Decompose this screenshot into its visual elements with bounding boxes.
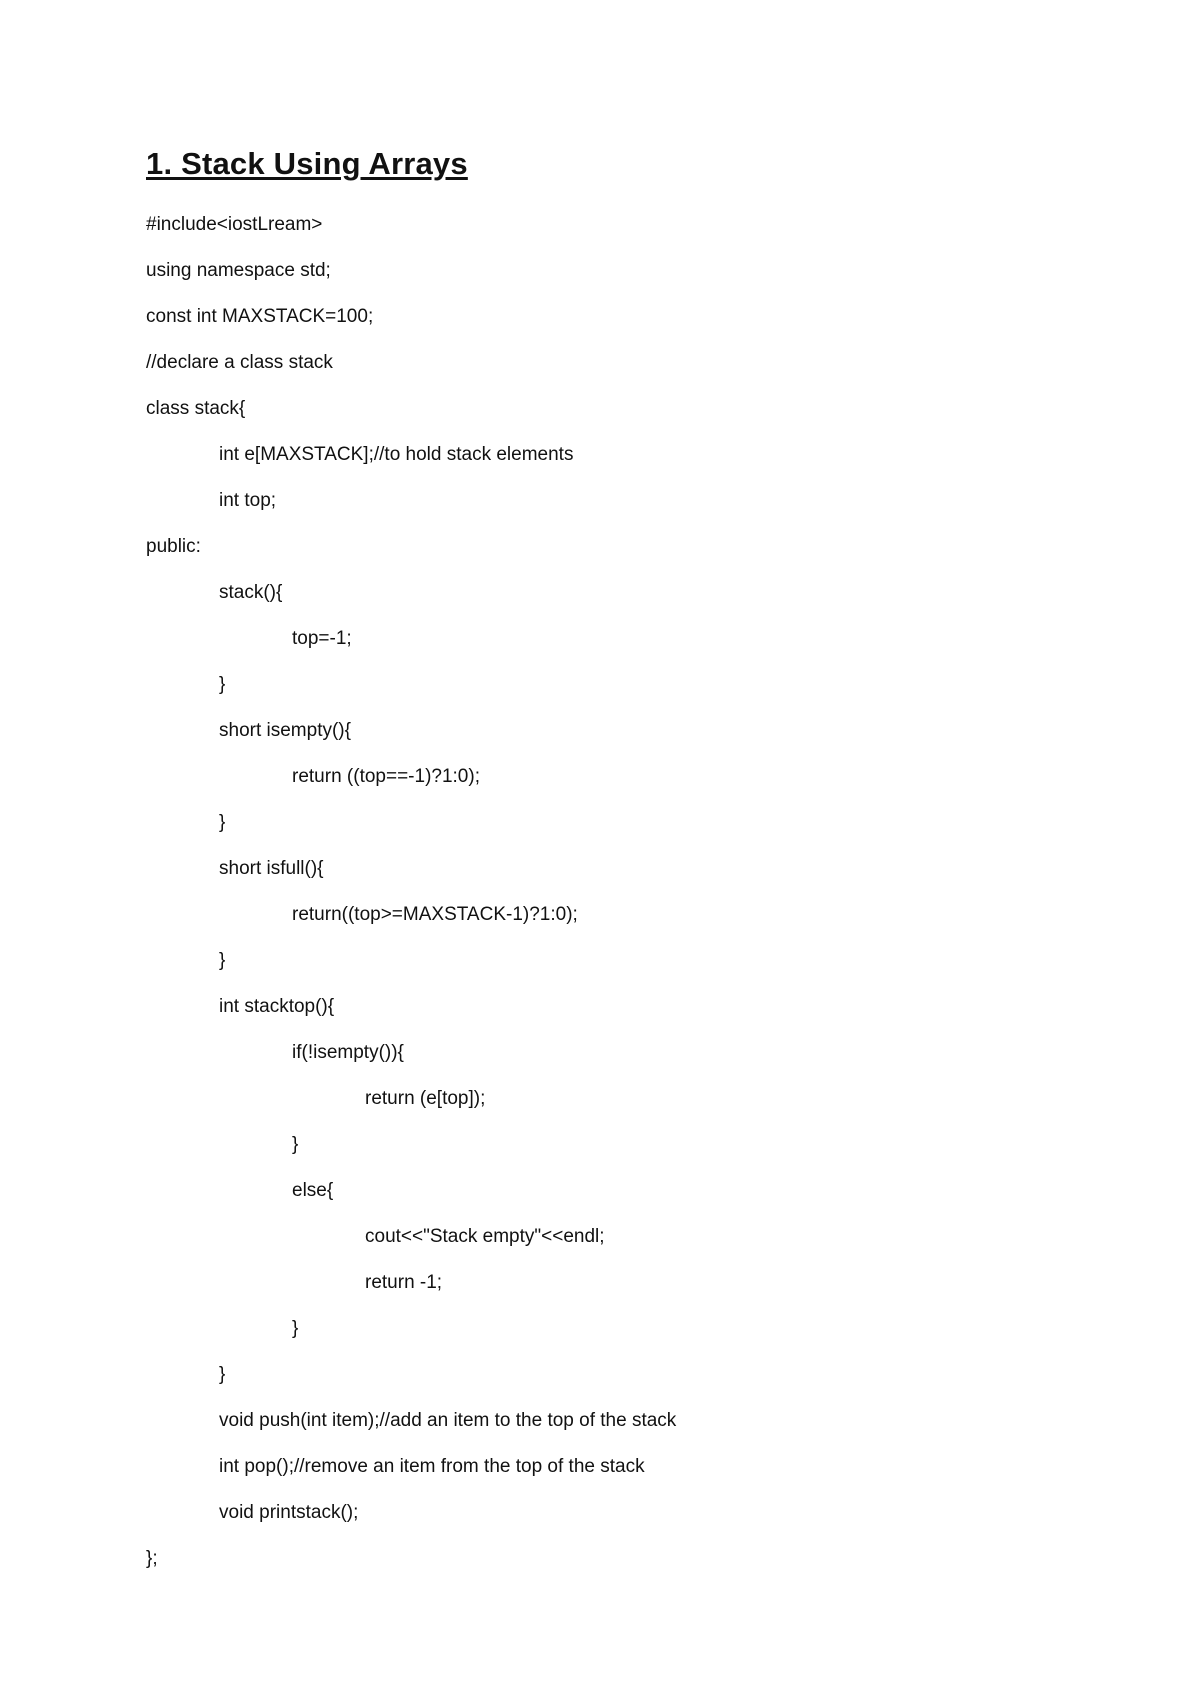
code-line-comment: //declare a class stack <box>146 352 333 373</box>
code-line-push: void push(int item);//add an item to the top of the stack <box>219 1410 677 1431</box>
code-line-namespace: using namespace std; <box>146 260 331 281</box>
code-line-constructor: stack(){ <box>219 582 283 603</box>
code-line-isfull: short isfull(){ <box>219 858 324 879</box>
code-line-close-brace: } <box>219 950 226 971</box>
code-line-pop: int pop();//remove an item from the top of the stack <box>219 1456 645 1477</box>
code-line-cout: cout<<"Stack empty"<<endl; <box>365 1226 605 1247</box>
code-line-class-decl: class stack{ <box>146 398 246 419</box>
code-line-top-member: int top; <box>219 490 277 511</box>
code-line-close-brace: } <box>219 812 226 833</box>
code-line-class-end: }; <box>146 1548 158 1569</box>
code-line-return-neg: return -1; <box>365 1272 443 1293</box>
code-line-isempty: short isempty(){ <box>219 720 351 741</box>
code-line-close-brace: } <box>292 1134 299 1155</box>
code-line-return-top: return (e[top]); <box>365 1088 486 1109</box>
code-line-array-member: int e[MAXSTACK];//to hold stack elements <box>219 444 574 465</box>
code-line-include: #include<iostLream> <box>146 214 323 235</box>
section-title: 1. Stack Using Arrays <box>146 146 468 181</box>
code-line-else: else{ <box>292 1180 334 1201</box>
code-line-close-brace: } <box>219 674 226 695</box>
code-line-if: if(!isempty()){ <box>292 1042 404 1063</box>
code-line-const: const int MAXSTACK=100; <box>146 306 374 327</box>
code-line-isempty-return: return ((top==-1)?1:0); <box>292 766 480 787</box>
code-line-printstack: void printstack(); <box>219 1502 359 1523</box>
code-line-isfull-return: return((top>=MAXSTACK-1)?1:0); <box>292 904 578 925</box>
code-line-close-brace: } <box>292 1318 299 1339</box>
code-line-init-top: top=-1; <box>292 628 352 649</box>
code-line-public: public: <box>146 536 201 557</box>
code-line-close-brace: } <box>219 1364 226 1385</box>
code-line-stacktop: int stacktop(){ <box>219 996 335 1017</box>
